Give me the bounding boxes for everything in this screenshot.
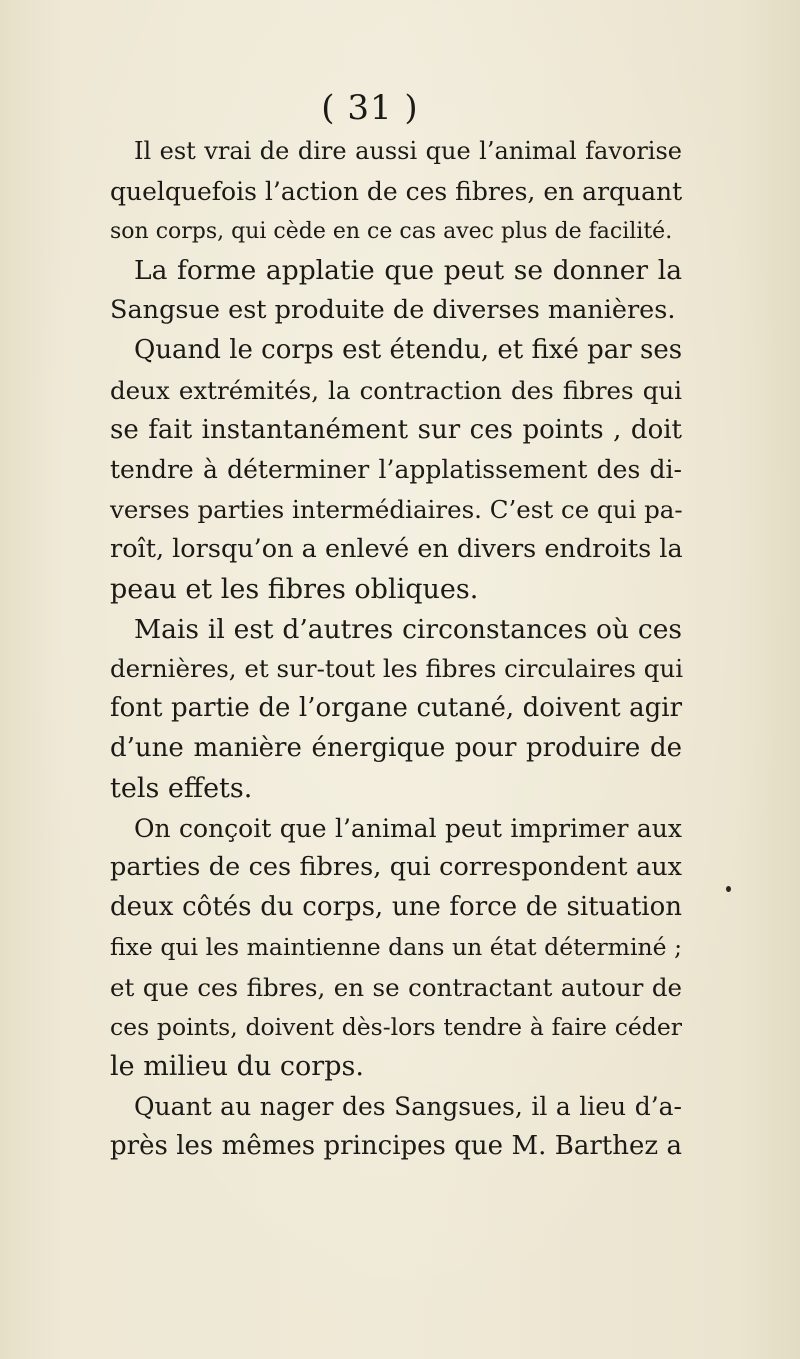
- text-line: le milieu du corps.: [110, 1051, 364, 1083]
- text-line: Il est vrai de dire aussi que l’animal favorise: [134, 137, 682, 165]
- body-text: [110, 132, 682, 1167]
- text-line: tels effets.: [110, 772, 253, 804]
- text-line: roît, lorsqu’on a enlevé en divers endroits la: [110, 533, 683, 564]
- text-line: Sangsue est produite de diverses manières.: [110, 295, 676, 326]
- text-line: fixe qui les maintienne dans un état déterminé ;: [110, 932, 682, 961]
- text-line: font partie de l’organe cutané, doivent agir: [110, 693, 682, 724]
- text-line: près les mêmes principes que M. Barthez a: [110, 1130, 682, 1161]
- text-line: Mais il est d’autres circonstances où ces: [134, 613, 682, 645]
- text-line: deux extrémités, la contraction des fibres qui: [110, 375, 682, 405]
- text-line: parties de ces fibres, qui correspondent aux: [110, 852, 682, 883]
- text-line: deux côtés du corps, une force de situation: [110, 892, 682, 923]
- text-line: On conçoit que l’animal peut imprimer aux: [134, 813, 682, 843]
- text-line: se fait instantanément sur ces points , doit: [110, 414, 682, 445]
- text-line: d’une manière énergique pour produire de: [110, 732, 682, 763]
- text-line: son corps, qui cède en ce cas avec plus de facilité.: [110, 218, 673, 244]
- text-line: Quant au nager des Sangsues, il a lieu d’a-: [134, 1092, 682, 1122]
- page-number: ( 31 ): [321, 88, 419, 128]
- ink-speck: [726, 886, 731, 892]
- text-line: Quand le corps est étendu, et fixé par ses: [134, 334, 683, 365]
- text-line: tendre à déterminer l’applatissement des di-: [110, 455, 682, 485]
- text-line: peau et les fibres obliques.: [110, 573, 479, 605]
- text-line: verses parties intermédiaires. C’est ce qui pa-: [110, 495, 683, 525]
- text-line: quelquefois l’action de ces fibres, en arquant: [110, 176, 683, 206]
- text-line: dernières, et sur-tout les fibres circulaires qui: [110, 654, 684, 684]
- text-line: ces points, doivent dès-lors tendre à faire céder: [110, 1012, 682, 1041]
- text-line: La forme applatie que peut se donner la: [134, 255, 682, 287]
- text-line: et que ces fibres, en se contractant autour de: [110, 972, 682, 1002]
